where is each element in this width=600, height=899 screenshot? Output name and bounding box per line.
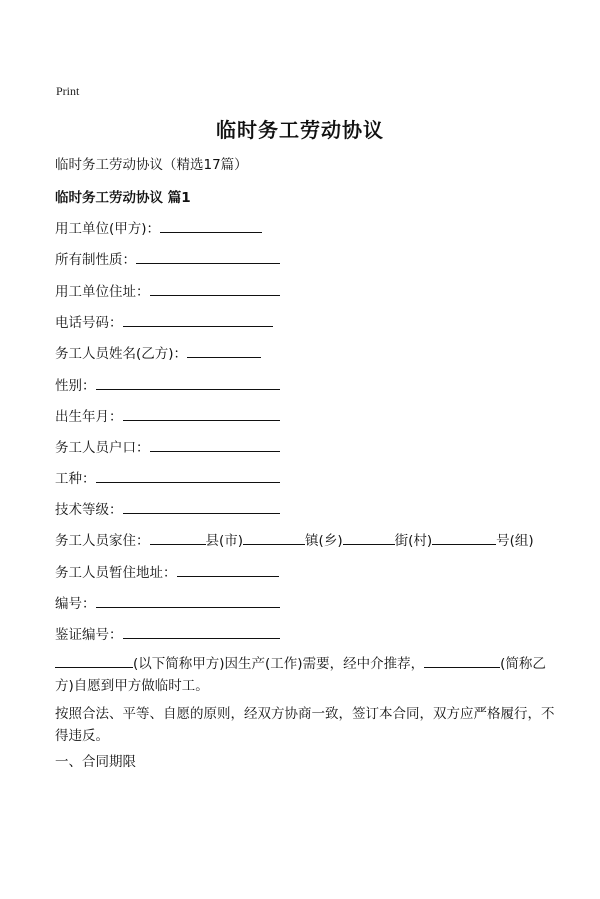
temp-address-label: 务工人员暂住地址： <box>55 565 177 581</box>
intro-text-a: (以下简称甲方)因生产(工作)需要，经中介推荐， <box>133 656 425 672</box>
temp-address-field <box>55 562 279 582</box>
job-type-field <box>55 468 280 488</box>
phone-label: 电话号码： <box>55 315 123 331</box>
town-blank <box>243 530 305 545</box>
party-a-blank <box>55 653 133 668</box>
hukou-field <box>55 437 280 457</box>
home-address-field <box>55 530 534 550</box>
gender-label: 性别： <box>55 378 96 394</box>
employer-address-field <box>55 281 280 301</box>
hukou-blank <box>150 437 280 452</box>
cert-no-field <box>55 624 280 644</box>
phone-blank <box>123 312 273 327</box>
job-type-label: 工种： <box>55 471 96 487</box>
gender-field <box>55 375 280 395</box>
number-blank <box>432 530 496 545</box>
worker-name-field <box>55 343 261 363</box>
temp-address-blank <box>177 562 279 577</box>
ownership-field <box>55 249 280 269</box>
section-heading: 临时务工劳动协议 篇1 <box>55 190 191 206</box>
town-label: 镇(乡) <box>305 533 343 549</box>
principle-paragraph: 按照合法、平等、自愿的原则，经双方协商一致，签订本合同，双方应严格履行，不得违反。 <box>55 706 555 744</box>
employer-blank <box>160 218 262 233</box>
employer-address-blank <box>150 281 280 296</box>
document-subtitle: 临时务工劳动协议（精选17篇） <box>55 157 248 173</box>
contract-term-heading: 一、合同期限 <box>55 754 136 770</box>
street-blank <box>343 530 395 545</box>
intro-paragraph <box>55 653 555 697</box>
employer-address-label: 用工单位住址： <box>55 284 150 300</box>
hukou-label: 务工人员户口： <box>55 440 150 456</box>
serial-no-label: 编号： <box>55 596 96 612</box>
gender-blank <box>96 375 280 390</box>
home-label: 务工人员家住： <box>55 533 150 549</box>
skill-level-label: 技术等级： <box>55 502 123 518</box>
employer-field <box>55 218 262 238</box>
party-b-blank <box>424 653 500 668</box>
phone-field <box>55 312 273 332</box>
job-type-blank <box>96 468 280 483</box>
employer-label: 用工单位(甲方)： <box>55 221 161 237</box>
county-blank <box>150 530 206 545</box>
worker-name-label: 务工人员姓名(乙方)： <box>55 346 188 362</box>
serial-no-blank <box>96 593 280 608</box>
cert-no-label: 鉴证编号： <box>55 627 123 643</box>
intro-text-b: (简称乙方)自愿到甲方做临时工。 <box>55 656 546 694</box>
birth-blank <box>123 406 280 421</box>
birth-label: 出生年月： <box>55 409 123 425</box>
document-title: 临时务工劳动协议 <box>216 118 384 142</box>
skill-level-blank <box>123 499 280 514</box>
number-label: 号(组) <box>496 533 534 549</box>
street-label: 街(村) <box>394 533 433 549</box>
county-label: 县(市) <box>205 533 244 549</box>
serial-no-field <box>55 593 280 613</box>
birth-field <box>55 406 280 426</box>
ownership-label: 所有制性质： <box>55 252 136 268</box>
cert-no-blank <box>123 624 280 639</box>
skill-level-field <box>55 499 280 519</box>
worker-name-blank <box>187 343 261 358</box>
ownership-blank <box>136 249 280 264</box>
print-link[interactable]: Print <box>56 84 80 98</box>
